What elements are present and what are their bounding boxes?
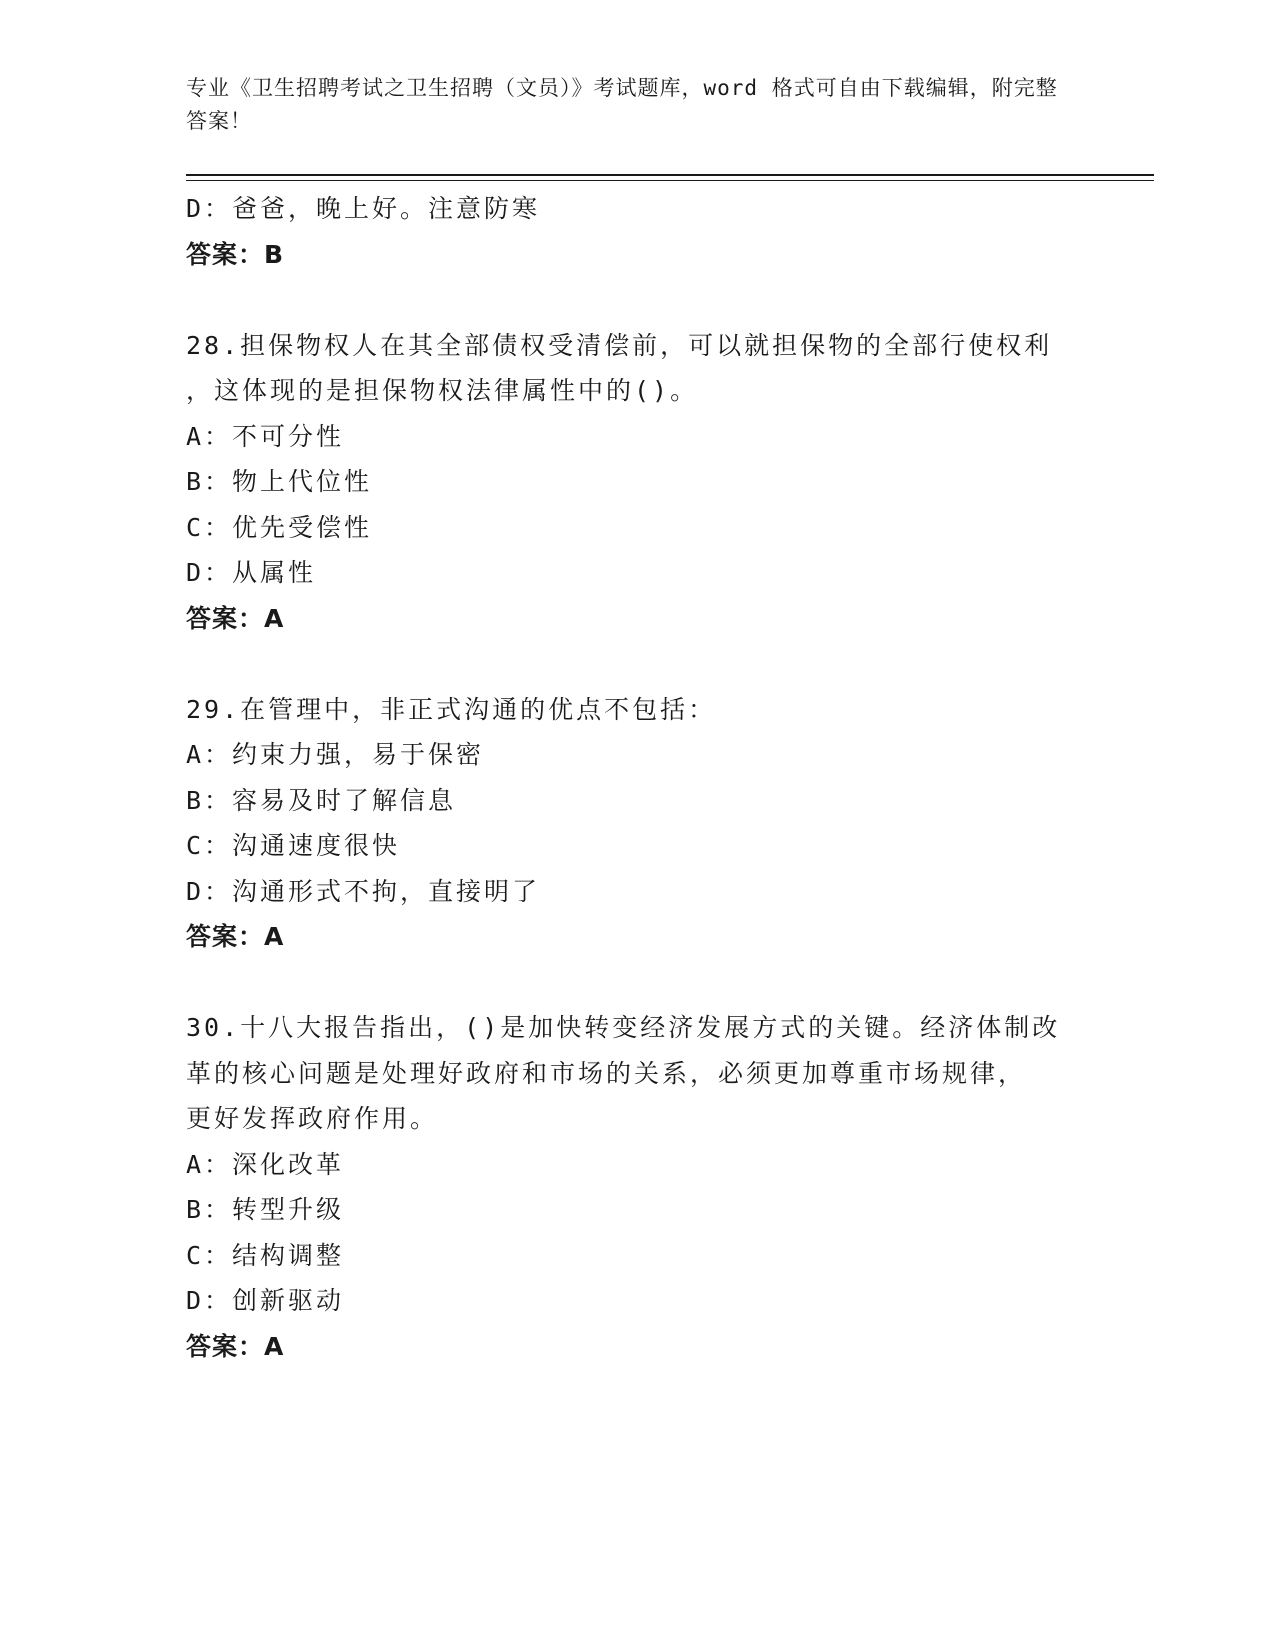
option-d: D：从属性: [186, 558, 317, 587]
option-b: B：容易及时了解信息: [186, 785, 457, 815]
spacer: [186, 277, 1086, 323]
question-block: [186, 687, 1086, 960]
option-c: C：优先受偿性: [186, 512, 373, 542]
option-d: D：创新驱动: [186, 1286, 345, 1315]
header-divider-thick: [186, 174, 1154, 176]
answer-label: 答案：: [186, 922, 265, 951]
question-stem: 更好发挥政府作用。: [186, 1104, 439, 1133]
option-d: D：沟通形式不拘，直接明了: [186, 876, 541, 906]
answer-line: [186, 1324, 1086, 1370]
spacer: [186, 641, 1086, 687]
answer-line: [186, 914, 1086, 960]
question-stem: ，这体现的是担保物权法律属性中的()。: [186, 376, 699, 405]
header-divider-thin: [186, 180, 1154, 181]
option-d: D：爸爸，晚上好。注意防寒: [186, 194, 541, 223]
option-b: B：转型升级: [186, 1195, 345, 1224]
question-block: [186, 1005, 1086, 1369]
document-header: 专业《卫生招聘考试之卫生招聘（文员）》考试题库，word 格式可自由下载编辑，附完整答案！: [186, 76, 1058, 133]
answer-value: A: [264, 922, 285, 951]
question-list: [186, 186, 1086, 1369]
question-stem: 30.十八大报告指出，()是加快转变经济发展方式的关键。经济体制改: [186, 1013, 1061, 1042]
question-stem: 革的核心问题是处理好政府和市场的关系，必须更加尊重市场规律，: [186, 1058, 1027, 1088]
option-a: A：不可分性: [186, 421, 345, 451]
question-stem: 28.担保物权人在其全部债权受清偿前，可以就担保物的全部行使权利: [186, 330, 1053, 360]
answer-label: 答案：: [186, 603, 265, 633]
spacer: [186, 960, 1086, 1006]
answer-label: 答案：: [186, 239, 265, 269]
answer-value: B: [264, 239, 285, 269]
question-block: [186, 323, 1086, 642]
option-a: A：约束力强，易于保密: [186, 740, 485, 769]
answer-label: 答案：: [186, 1331, 265, 1361]
option-b: B：物上代位性: [186, 467, 373, 496]
option-c: C：结构调整: [186, 1240, 345, 1270]
answer-value: A: [264, 603, 285, 633]
answer-value: A: [264, 1331, 285, 1361]
option-a: A：深化改革: [186, 1149, 345, 1179]
answer-line: [186, 232, 1086, 278]
answer-line: [186, 596, 1086, 642]
option-c: C：沟通速度很快: [186, 831, 401, 860]
question-stem: 29.在管理中，非正式沟通的优点不包括：: [186, 694, 717, 724]
